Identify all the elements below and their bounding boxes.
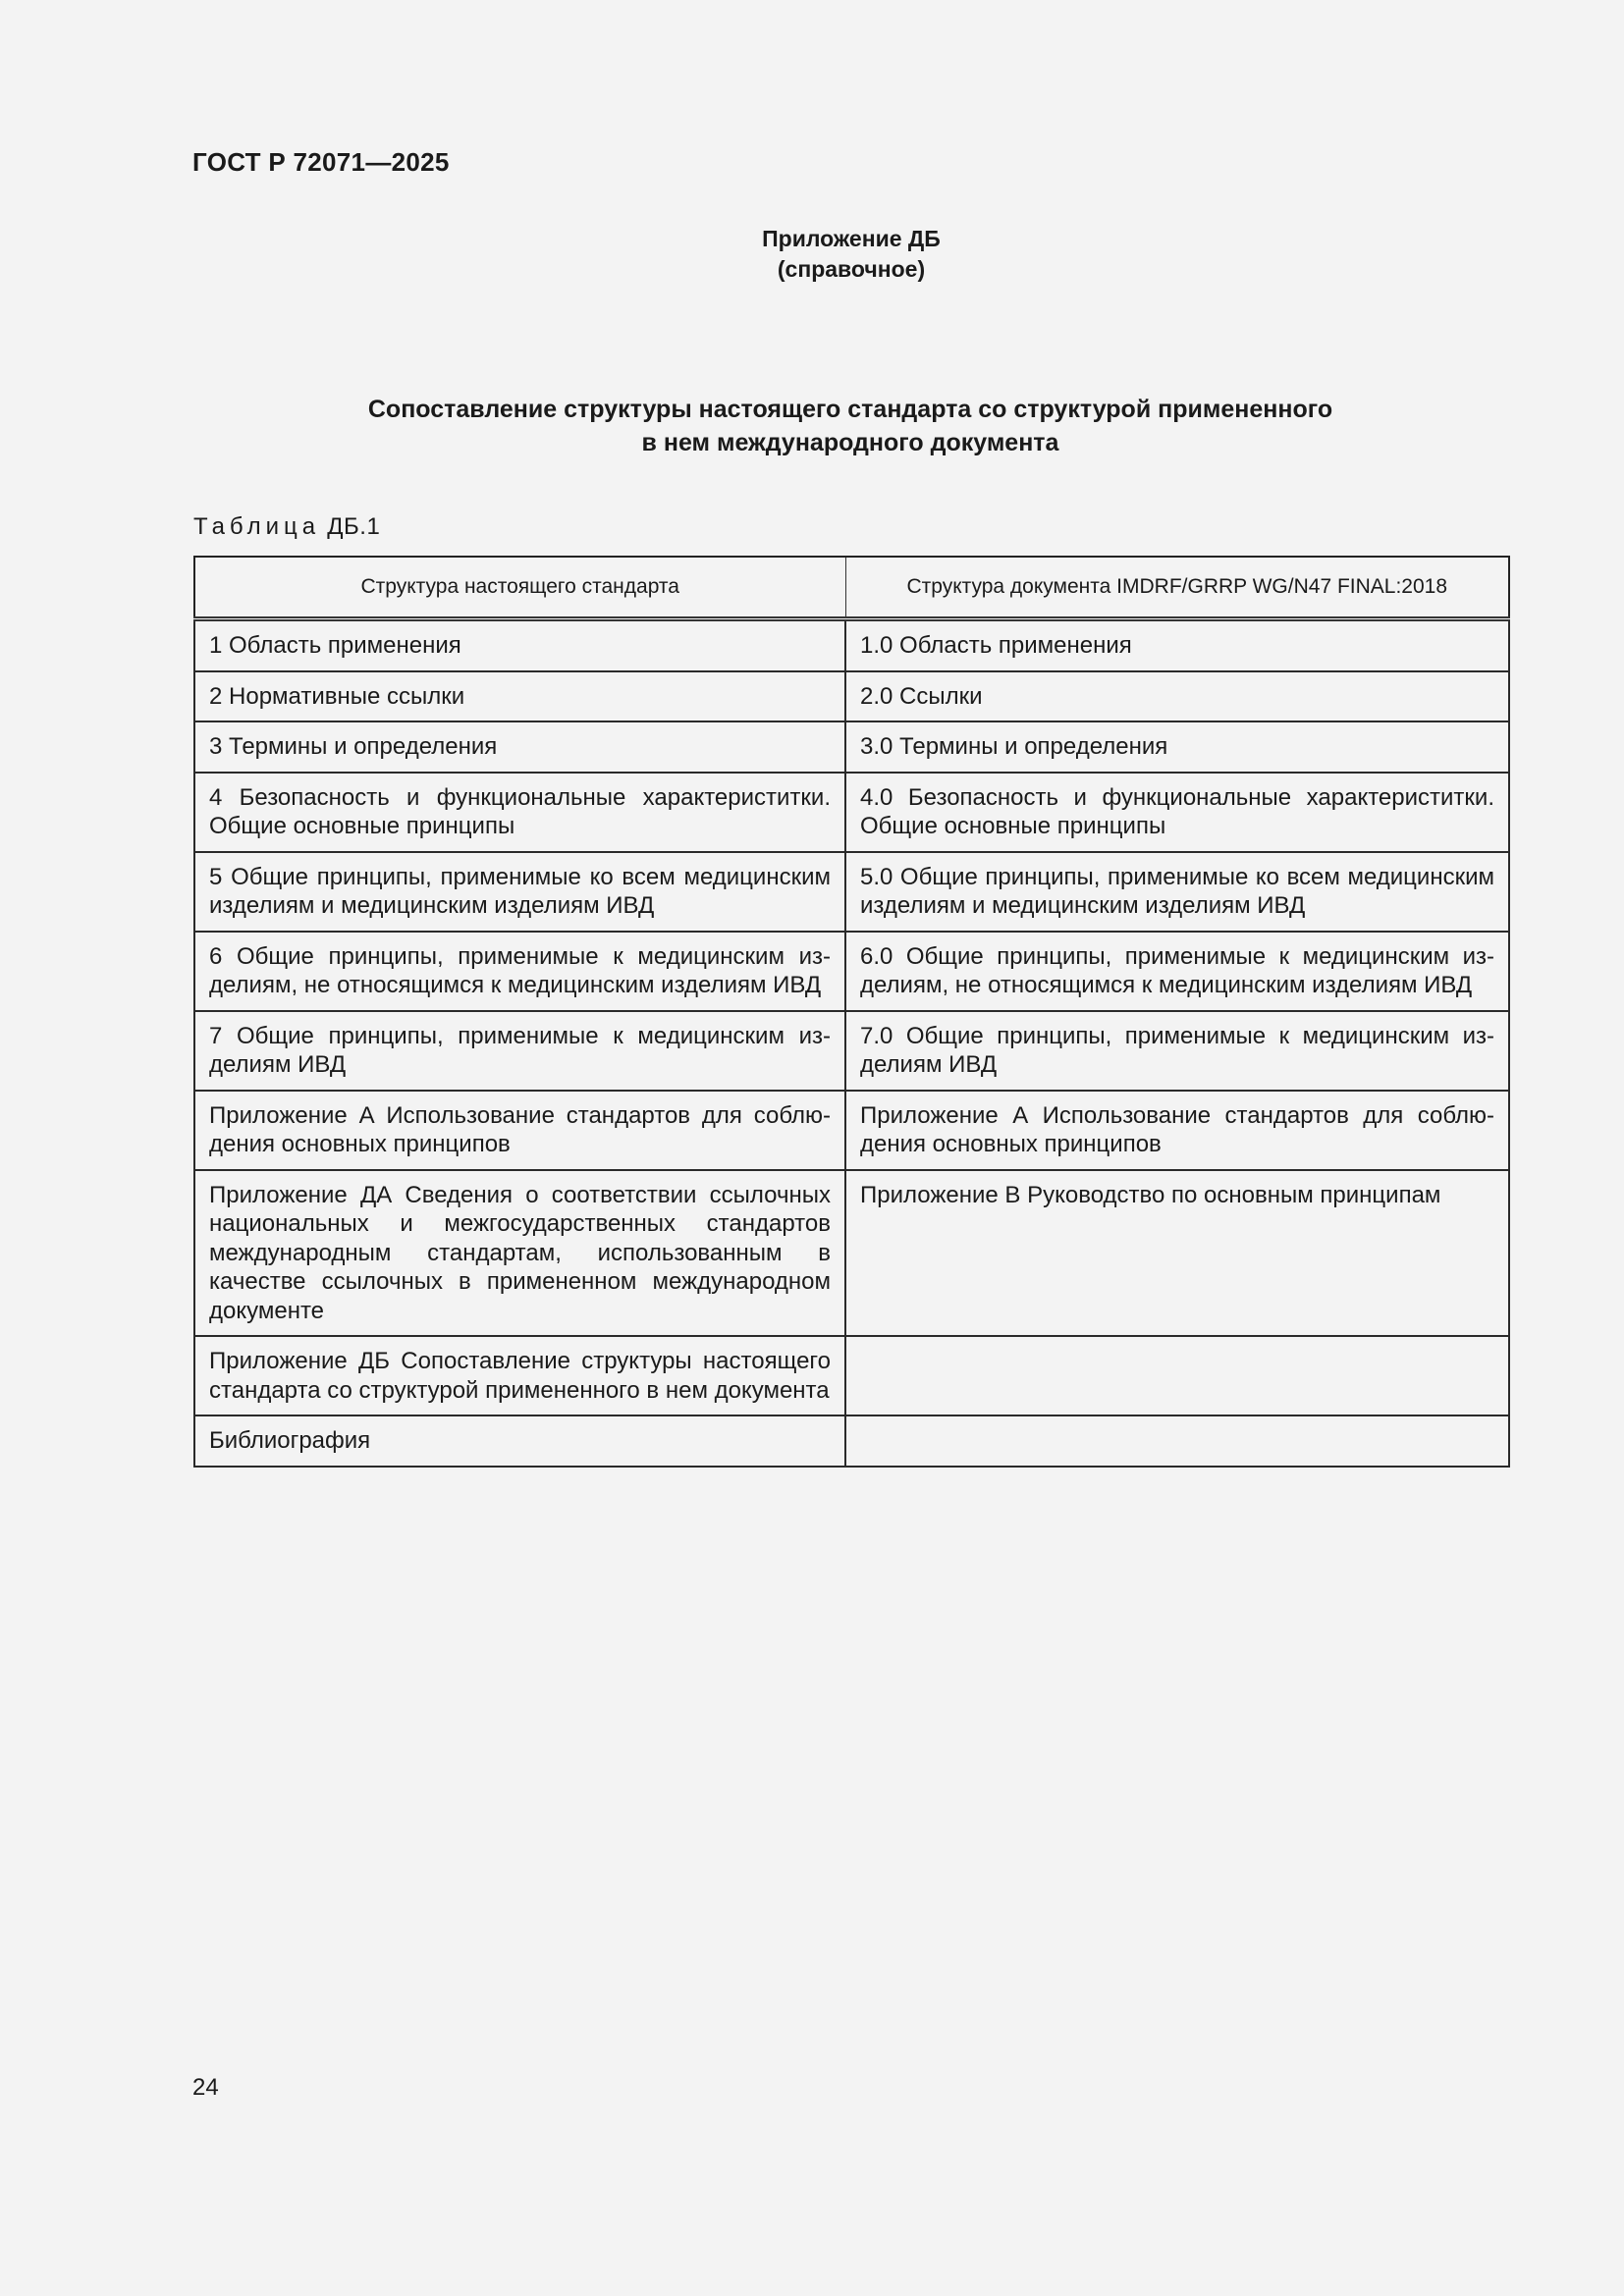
table-cell: 7 Общие принципы, применимые к медицинским изделиям ИВД (194, 1011, 845, 1091)
table-cell: 1.0 Область применения (845, 619, 1509, 671)
table-cell: 5 Общие принципы, применимые ко всем медицинским изделиям и медицинским изделиям ИВД (194, 852, 845, 932)
table-cell: 7.0 Общие принципы, применимые к медицинским изделиям ИВД (845, 1011, 1509, 1091)
table-cell: 6.0 Общие принципы, применимые к медицинским изделиям, не относящимся к медицинским изделиям ИВД (845, 932, 1509, 1011)
table-row (194, 671, 1509, 722)
table-cell (845, 1415, 1509, 1467)
table-row (194, 773, 1509, 852)
table-header-row (194, 557, 1509, 619)
table-cell: Приложение ДА Сведения о соответствии ссылочных национальных и межгосударственных стандартов международным стандартам, использованным в качестве ссылочных в примененном международном документе (194, 1170, 845, 1337)
table-cell (845, 1336, 1509, 1415)
table-row (194, 1091, 1509, 1170)
page-number: 24 (192, 2074, 219, 2101)
table-row (194, 721, 1509, 773)
table-cell: 2 Нормативные ссылки (194, 671, 845, 722)
table-cell: Библиография (194, 1415, 845, 1467)
table-caption-word: Таблица (193, 513, 321, 540)
document-code: ГОСТ Р 72071—2025 (192, 147, 450, 177)
table-caption-number: ДБ.1 (327, 513, 381, 540)
table-cell: Приложение В Руководство по основным принципам (845, 1170, 1509, 1337)
table-row (194, 1170, 1509, 1337)
table-cell: Приложение ДБ Сопоставление структуры настоящего стандарта со структурой примененного в нем документа (194, 1336, 845, 1415)
section-title-line-1: Сопоставление структуры настоящего стандарта со структурой примененного (367, 396, 1333, 423)
table-cell: Приложение А Использование стандартов для соблюдения основных принципов (845, 1091, 1509, 1170)
header-cell-this-standard: Структура настоящего стандарта (194, 557, 845, 619)
table-cell: 3.0 Термины и определения (845, 721, 1509, 773)
header-cell-international-document: Структура документа IMDRF/GRRP WG/N47 FINAL:2018 (845, 557, 1509, 619)
table-cell: 4.0 Безопасность и функциональные характериститки. Общие основные принципы (845, 773, 1509, 852)
appendix-heading (0, 224, 1624, 285)
appendix-title: Приложение ДБ (762, 226, 941, 251)
table-cell: 4 Безопасность и функциональные характериститки. Общие основные принципы (194, 773, 845, 852)
table-cell: Приложение А Использование стандартов для соблюдения основных принципов (194, 1091, 845, 1170)
appendix-type: (справочное) (777, 256, 926, 282)
table-caption (193, 513, 380, 541)
section-title-line-2: в нем международного документа (641, 429, 1059, 456)
table-cell: 5.0 Общие принципы, применимые ко всем медицинским изделиям и медицинским изделиям ИВД (845, 852, 1509, 932)
table-cell: 3 Термины и определения (194, 721, 845, 773)
table-cell: 1 Область применения (194, 619, 845, 671)
structure-mapping-table (193, 556, 1510, 1468)
section-title (192, 393, 1508, 459)
table-row (194, 852, 1509, 932)
table-cell: 6 Общие принципы, применимые к медицинским изделиям, не относящимся к медицинским изделиям ИВД (194, 932, 845, 1011)
table-row (194, 1415, 1509, 1467)
table-row (194, 932, 1509, 1011)
table-row (194, 619, 1509, 671)
table-row (194, 1336, 1509, 1415)
table-row (194, 1011, 1509, 1091)
table-cell: 2.0 Ссылки (845, 671, 1509, 722)
